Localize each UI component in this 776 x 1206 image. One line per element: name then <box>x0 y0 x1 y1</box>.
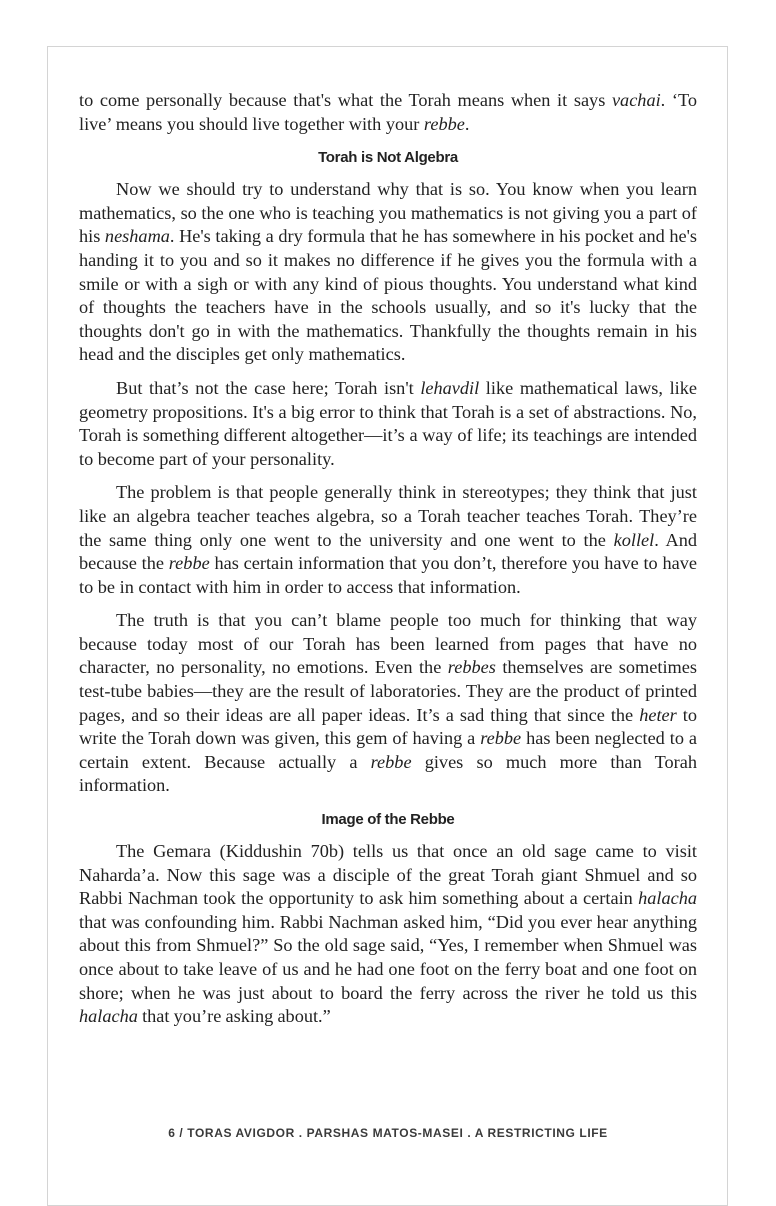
italic-term: rebbe <box>168 553 210 574</box>
text-run: that was confounding him. Rabbi Nachman asked him, “Did you ever hear anything about this from Shmuel?” So the old sage said, “Yes, I remember when Shmuel was once about to take leave of us and he had one foot on the ferry boat and one foot on shore; when he was just about to board the ferry across the river he told us this <box>79 911 697 1003</box>
text-run: has been neglected to a certain extent. Because actually a <box>79 728 697 772</box>
paragraph-stereotypes <box>79 481 697 599</box>
text-run: But that’s not the case here; Torah isn't <box>116 377 421 398</box>
paragraph-gemara-story <box>79 840 697 1029</box>
text-run: . ‘To live’ means you should live together with your <box>79 90 697 134</box>
text-run: gives so much more than Torah information. <box>79 751 697 796</box>
text-run: . And because the <box>79 529 697 574</box>
section-heading-image-of-the-rebbe: Image of the Rebbe <box>321 811 455 829</box>
paragraph-intro <box>79 89 697 136</box>
paragraph-mathematics <box>79 178 697 367</box>
italic-term: vachai <box>611 90 661 110</box>
text-run: has certain information that you don’t, therefore you have to have to be in contact with him in order to access that information. <box>79 553 697 597</box>
text-run: like mathematical laws, like geometry propositions. It's a big error to think that Torah is a set of abstractions. No, Torah is something different altogether—it’s a way of life; its teachings are intended to become part of your personality. <box>79 377 697 469</box>
italic-term: rebbe <box>480 728 522 749</box>
section-heading-torah-is-not-algebra: Torah is Not Algebra <box>318 149 458 167</box>
italic-term: heter <box>639 704 677 725</box>
italic-term: halacha <box>79 1006 138 1027</box>
text-run: . He's taking a dry formula that he has somewhere in his pocket and he's handing it to you and so it makes no difference if he gives you the formula with a smile or with a sigh or with any kind of pious thoughts. You understand what kind of thoughts the teachers have in the schools usually, and so it's lucky that the thoughts don't go in with the mathematics. Thankfully the thoughts remain in his head and the disciples get only mathematics. <box>79 226 698 365</box>
italic-term: rebbes <box>447 657 496 678</box>
italic-term: rebbe <box>370 751 412 772</box>
text-run: to write the Torah down was given, this gem of having a <box>79 704 697 749</box>
italic-term: kollel <box>613 529 655 550</box>
paragraph-not-the-case-here <box>79 377 697 471</box>
text-run: The Gemara (Kiddushin 70b) tells us that once an old sage came to visit Naharda’a. Now this sage was a disciple of the great Torah giant Shmuel and so Rabbi Nachman took the opportunity to ask him something about a certain <box>79 841 697 909</box>
text-run: Now we should try to understand why that is so. You know when you learn mathematics, so the one who is teaching you mathematics is not giving you a part of his <box>79 179 697 247</box>
text-run: The truth is that you can’t blame people too much for thinking that way because today most of our Torah has been learned from pages that have no character, no personality, no emotions. Even the <box>79 610 697 678</box>
text-run: that you’re asking about.” <box>137 1006 331 1027</box>
italic-term: neshama <box>104 226 170 247</box>
text-run: . <box>464 113 470 134</box>
page-footer: 6 / TORAS AVIGDOR . PARSHAS MATOS-MASEI . A RESTRICTING LIFE <box>168 1126 608 1140</box>
paragraph-cant-blame-people <box>79 609 697 798</box>
page-body <box>79 89 697 1039</box>
text-run: The problem is that people generally think in stereotypes; they think that just like an algebra teacher teaches algebra, so a Torah teacher teaches Torah. They’re the same thing only one went to the university and one went to the <box>79 482 697 550</box>
italic-term: rebbe <box>423 113 465 134</box>
text-run: to come personally because that's what the Torah means when it says <box>79 90 612 110</box>
text-run: themselves are sometimes test-tube babies—they are the result of laboratories. They are the product of printed pages, and so their ideas are all paper ideas. It’s a sad thing that since the <box>79 657 698 725</box>
italic-term: lehavdil <box>420 377 480 398</box>
italic-term: halacha <box>638 888 697 909</box>
